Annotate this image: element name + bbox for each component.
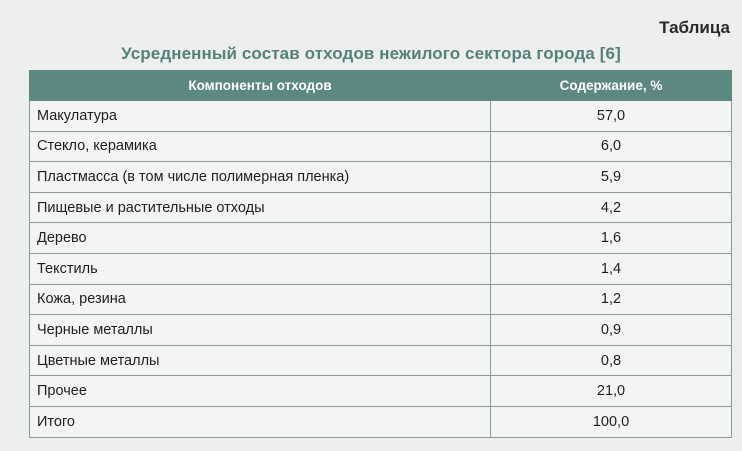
component-percent: 0,9 [491, 315, 732, 346]
table-row [30, 162, 732, 193]
table-row [30, 131, 732, 162]
total-percent: 100,0 [491, 406, 732, 437]
component-name: Цветные металлы [30, 345, 491, 376]
table-row [30, 345, 732, 376]
header-components: Компоненты отходов [30, 71, 491, 101]
table-row [30, 315, 732, 346]
component-name: Прочее [30, 376, 491, 407]
waste-composition-table [29, 70, 732, 438]
table-row [30, 223, 732, 254]
component-name: Пищевые и растительные отходы [30, 192, 491, 223]
table-title: Усредненный состав отходов нежилого сектора города [6] [121, 44, 621, 63]
component-name: Кожа, резина [30, 284, 491, 315]
component-name: Текстиль [30, 253, 491, 284]
component-percent: 21,0 [491, 376, 732, 407]
component-percent: 57,0 [491, 101, 732, 132]
component-percent: 6,0 [491, 131, 732, 162]
table-row [30, 376, 732, 407]
component-percent: 5,9 [491, 162, 732, 193]
table-label: Таблица [659, 18, 730, 37]
table-row [30, 284, 732, 315]
component-name: Черные металлы [30, 315, 491, 346]
table-header-row [30, 71, 732, 101]
component-percent: 1,2 [491, 284, 732, 315]
table-row [30, 101, 732, 132]
table-total-row [30, 406, 732, 437]
component-name: Пластмасса (в том числе полимерная пленка) [30, 162, 491, 193]
component-percent: 4,2 [491, 192, 732, 223]
component-percent: 0,8 [491, 345, 732, 376]
total-label: Итого [30, 406, 491, 437]
component-percent: 1,6 [491, 223, 732, 254]
component-name: Стекло, керамика [30, 131, 491, 162]
table-row [30, 253, 732, 284]
component-percent: 1,4 [491, 253, 732, 284]
component-name: Макулатура [30, 101, 491, 132]
table-row [30, 192, 732, 223]
component-name: Дерево [30, 223, 491, 254]
header-content-percent: Содержание, % [491, 71, 732, 101]
